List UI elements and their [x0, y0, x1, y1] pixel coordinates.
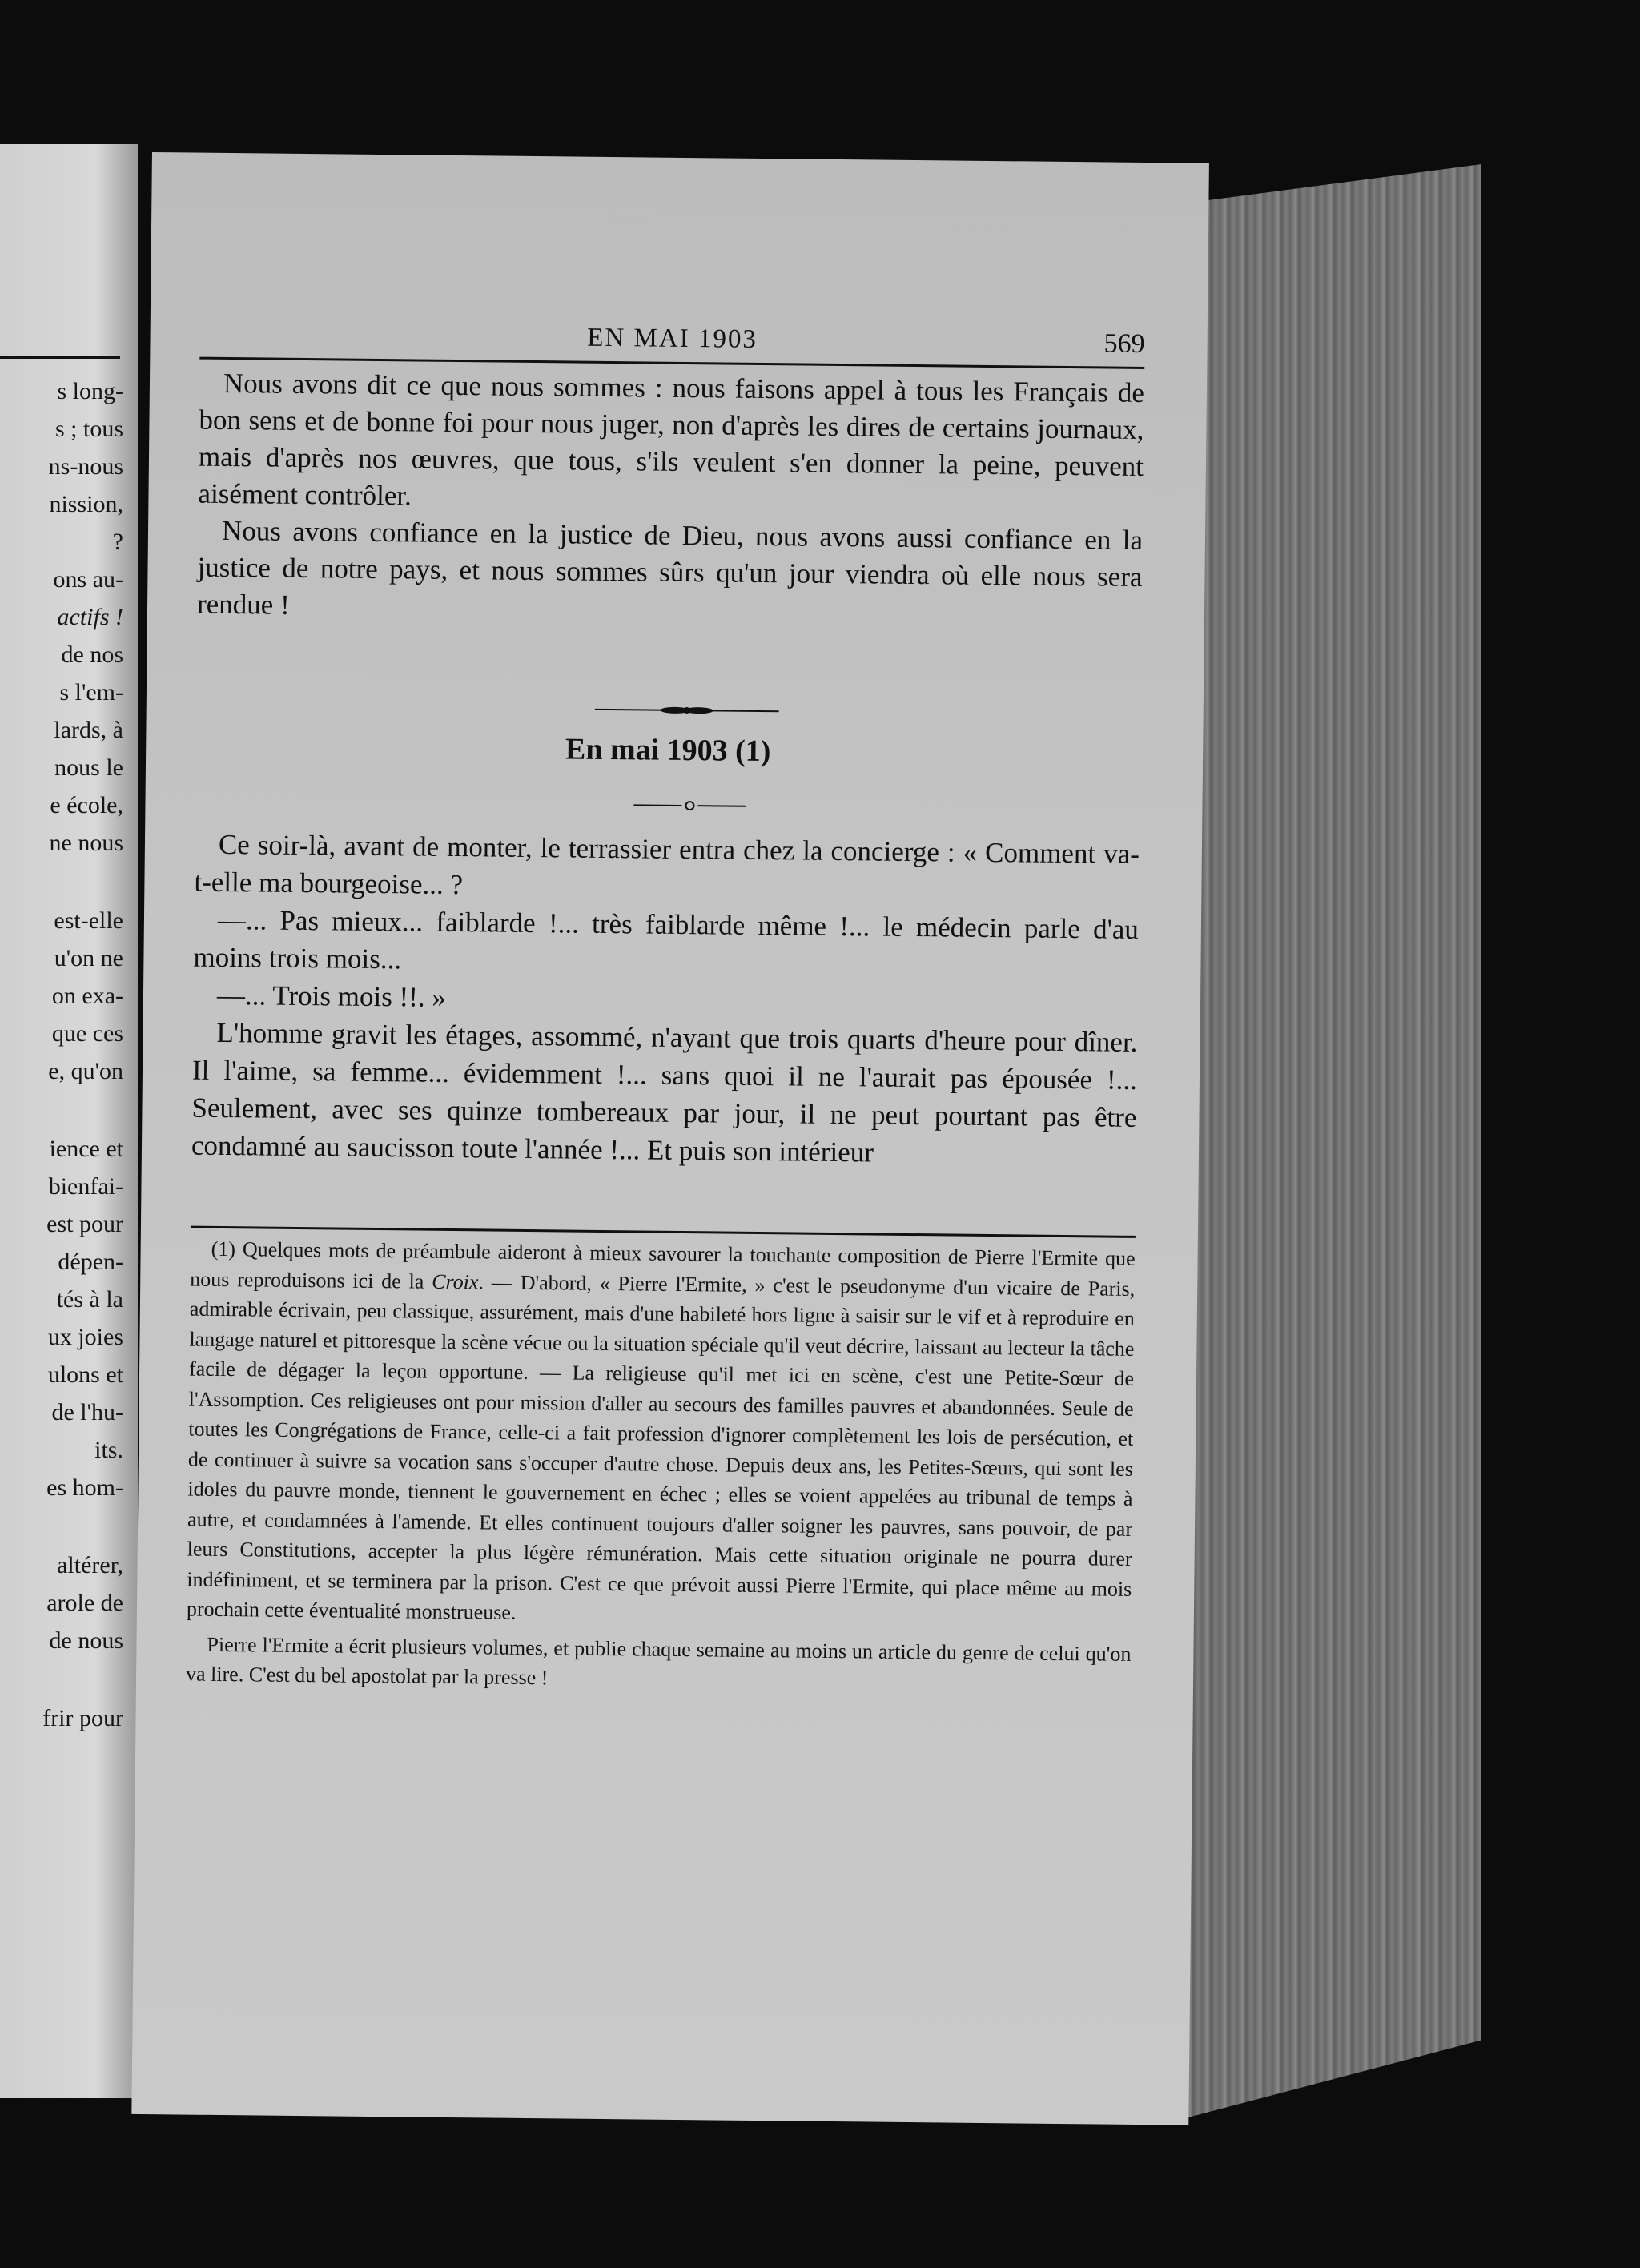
left-page-line	[3, 1659, 123, 1699]
left-page-line: ience et	[49, 1136, 123, 1162]
left-page-line: e école,	[50, 792, 123, 818]
footnote-italic: Croix	[432, 1269, 479, 1293]
story-paragraph-2: —... Pas mieux... faiblarde !... très faiblarde même !... le médecin parle d'au moins trois mois...	[193, 903, 1140, 975]
left-page-line: de nous	[49, 1627, 123, 1654]
intro-paragraph-2: Nous avons confiance en la justice de Dieu, nous avons aussi confiance en la justice de notre pays, et nous sommes sûrs qu'un jour viendra où elle nous sera rendue !	[196, 514, 1144, 621]
left-page-line: de l'hu-	[51, 1399, 123, 1426]
left-page-header-rule	[0, 356, 120, 359]
left-page-line: altérer,	[57, 1552, 123, 1578]
story-paragraph-3: —... Trois mois !!. »	[216, 979, 447, 1013]
book-page-edges	[1185, 164, 1481, 2118]
left-page-line: s ; tous	[54, 416, 123, 442]
footnote	[186, 1234, 1136, 1699]
left-page-line: arole de	[46, 1590, 123, 1616]
left-page-line: s long-	[57, 378, 123, 404]
left-page-line: u'on ne	[54, 945, 123, 971]
section-heading: En mai 1903 (1)	[565, 732, 771, 769]
footnote-text-b: . — D'abord, « Pierre l'Ermite, » c'est le pseudonyme d'un vicaire de Paris, admirable écrivain, peu classique, assurément, mais d'une habileté hors ligne à saisir sur le vif et à reproduire en langage naturel et pittoresque la scène vécue ou la situation spéciale qu'il veut décrire, laissant au lecteur la tâche facile de dégager la leçon opportune. — La religieuse qu'il met ici en scène, c'est une Petite-Sœur de l'Assomption. Ces religieuses ont pour mission d'aller au secours des familles pauvres et abandonnées. Seule de toutes les Congrégations de France, celle-ci a fait profession d'ignorer complètement les lois de persécution, et de continuer à suivre sa vocation sans s'occuper d'autre chose. Depuis deux ans, les Petites-Sœurs, qui sont les idoles du pauvre monde, tiennent le gouvernement en échec ; elles se voient appelées au tribunal de temps à autre, et condamnées à l'amende. Et elles continuent toujours d'aller soigner les pauvres, sans pouvoir, de par leurs Constitutions, accepter la plus légère rémunération. Mais cette situation originale ne pourra durer indéfiniment, et se terminera par la prison. C'est ce que prévoit aussi Pierre l'Ermite, qui place même au mois prochain cette éventualité monstrueuse.	[186, 1269, 1136, 1624]
left-page-line: nission,	[49, 491, 123, 517]
left-page-text	[3, 372, 123, 1737]
left-page-line	[3, 1506, 123, 1546]
left-page-line	[3, 1090, 123, 1130]
page-569	[131, 152, 1209, 2125]
left-page-line	[3, 862, 123, 902]
left-page-line: ulons et	[47, 1361, 123, 1388]
left-page-line: ?	[112, 529, 123, 555]
left-page-line: lards, à	[54, 717, 123, 743]
left-page-line: on exa-	[51, 983, 123, 1009]
footnote-paragraph-2: Pierre l'Ermite a écrit plusieurs volumes, et publie chaque semaine au moins un article du genre de celui qu'on va lire. C'est du bel apostolat par la presse !	[185, 1632, 1132, 1690]
left-page-line: es hom-	[46, 1474, 123, 1501]
left-page-line: e, qu'on	[48, 1058, 123, 1084]
left-page-line: frir pour	[42, 1705, 123, 1731]
left-page-line: est-elle	[54, 907, 123, 934]
left-page-line: est pour	[46, 1211, 123, 1237]
left-page-line: bienfai-	[48, 1173, 123, 1200]
left-page-line: tés à la	[56, 1286, 123, 1313]
footnote-text-a: (1) Quelques mots de préambule aideront à mieux savourer la touchante composition de Pierre l'Ermite que nous reproduisons ici de la	[190, 1237, 1136, 1293]
left-facing-page	[0, 144, 138, 2098]
left-page-line: dépen-	[58, 1249, 123, 1275]
intro-text	[197, 365, 1144, 633]
story-paragraph-4: L'homme gravit les étages, assommé, n'ayant que trois quarts d'heure pour dîner. Il l'aime, sa femme... évidemment !... sans quoi il ne l'aurait pas épousée !... Seulement, avec ses quinze tombereaux par jour, il ne peut pourtant pas être condamné au saucisson toute l'année !... Et puis son intérieur	[191, 1016, 1138, 1168]
ornament-divider	[595, 703, 779, 718]
left-page-line: its.	[94, 1437, 123, 1463]
footnote-paragraph-1	[187, 1234, 1136, 1635]
small-divider	[633, 799, 746, 811]
left-page-line: actifs !	[57, 604, 123, 630]
left-page-line: nous le	[54, 754, 123, 781]
intro-paragraph-1: Nous avons dit ce que nous sommes : nous faisons appel à tous les Français de bon sens et de bonne foi pour nous juger, non d'après les dires de certains journaux, mais d'après nos œuvres, que tous, s'ils veulent s'en donner la peine, peuvent aisément contrôler.	[198, 367, 1145, 512]
left-page-line: ons au-	[53, 566, 123, 593]
left-page-line: ns-nous	[48, 453, 123, 480]
left-page-line: s l'em-	[59, 679, 123, 706]
left-page-line: ux joies	[47, 1324, 123, 1350]
left-page-line: que ces	[51, 1020, 123, 1047]
page-number: 569	[1103, 328, 1145, 359]
running-title: EN MAI 1903	[587, 323, 758, 354]
story-paragraph-1: Ce soir-là, avant de monter, le terrassier entra chez la concierge : « Comment va-t-elle ma bourgeoise... ?	[194, 828, 1140, 901]
story-text	[191, 826, 1140, 1174]
left-page-line: de nos	[61, 641, 123, 668]
left-page-line: ne nous	[49, 830, 123, 856]
